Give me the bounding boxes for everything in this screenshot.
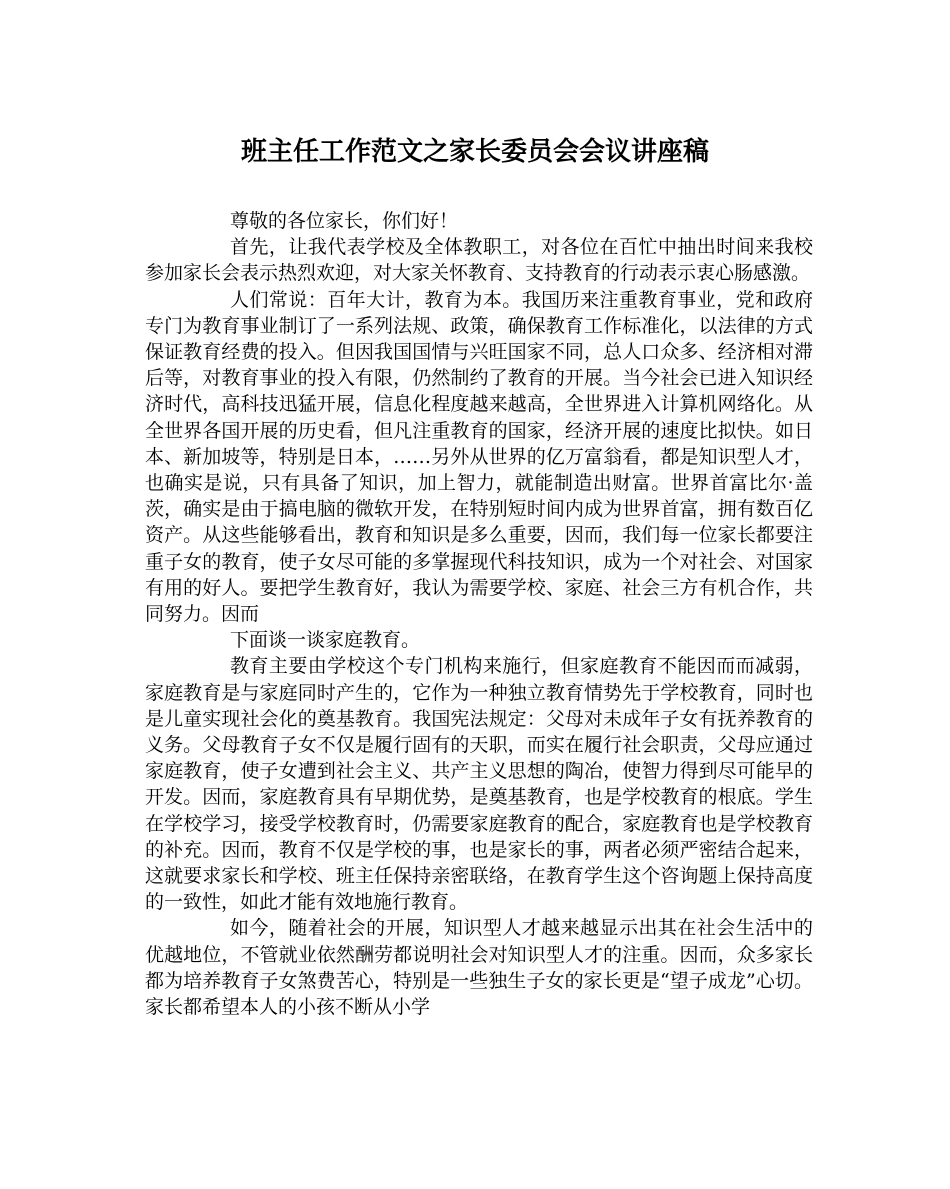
document-title: 班主任工作范文之家长委员会会议讲座稿 bbox=[240, 137, 709, 167]
paragraph-knowledge-talent: 如今，随着社会的开展，知识型人才越来越显示出其在社会生活中的优越地位，不管就业依然酬劳都说明社会对知识型人才的注重。因而，众多家长都为培养教育子女煞费苦心，特别是一些独生子女的家长更是“望子成龙”心切。家长都希望本人的小孩不断从小学 bbox=[145, 917, 813, 1019]
paragraph-family-education-intro: 下面谈一谈家庭教育。 bbox=[230, 629, 421, 652]
paragraph-greeting: 尊敬的各位家长，你们好！ bbox=[230, 210, 459, 232]
paragraph-welcome: 首先，让我代表学校及全体教职工，对各位在百忙中抽出时间来我校参加家长会表示热烈欢迎，对大家关怀教育、支持教育的行动表示衷心肠感激。 bbox=[145, 236, 813, 285]
paragraph-education-importance: 人们常说：百年大计，教育为本。我国历来注重教育事业，党和政府专门为教育事业制订了一系列法规、政策，确保教育工作标准化，以法律的方式保证教育经费的投入。但因我国国情与兴旺国家不同，总人口众多、经济相对滞后等，对教育事业的投入有限，仍然制约了教育的开展。当今社会已进入知识经济时代，高科技迅猛开展，信息化程度越来越高，全世界进入计算机网络化。从全世界各国开展的历史看，但凡注重教育的国家，经济开展的速度比拟快。如日本、新加坡等，特别是日本，……另外从世界的亿万富翁看，都是知识型人才，也确实是说，只有具备了知识，加上智力，就能制造出财富。世界首富比尔·盖茨，确实是由于搞电脑的微软开发，在特别短时间内成为世界首富，拥有数百亿资产。从这些能够看出，教育和知识是多么重要，因而，我们每一位家长都要注重子女的教育，使子女尽可能的多掌握现代科技知识，成为一个对社会、对国家有用的好人。要把学生教育好，我认为需要学校、家庭、社会三方有机合作，共同努力。因而 bbox=[145, 288, 813, 626]
document-body bbox=[145, 208, 813, 1020]
paragraph-family-education: 教育主要由学校这个专门机构来施行，但家庭教育不能因而而减弱，家庭教育是与家庭同时产生的，它作为一种独立教育情势先于学校教育，同时也是儿童实现社会化的奠基教育。我国宪法规定：父母对未成年子女有抚养教育的义务。父母教育子女不仅是履行固有的天职，而实在履行社会职责，父母应通过家庭教育，使子女遭到社会主义、共产主义思想的陶冶，使智力得到尽可能早的开发。因而，家庭教育具有早期优势，是奠基教育，也是学校教育的根底。学生在学校学习，接受学校教育时，仍需要家庭教育的配合，家庭教育也是学校教育的补充。因而，教育不仅是学校的事，也是家长的事，两者必须严密结合起来，这就要求家长和学校、班主任保持亲密联络，在教育学生这个咨询题上保持高度的一致性，如此才能有效地施行教育。 bbox=[145, 655, 813, 914]
